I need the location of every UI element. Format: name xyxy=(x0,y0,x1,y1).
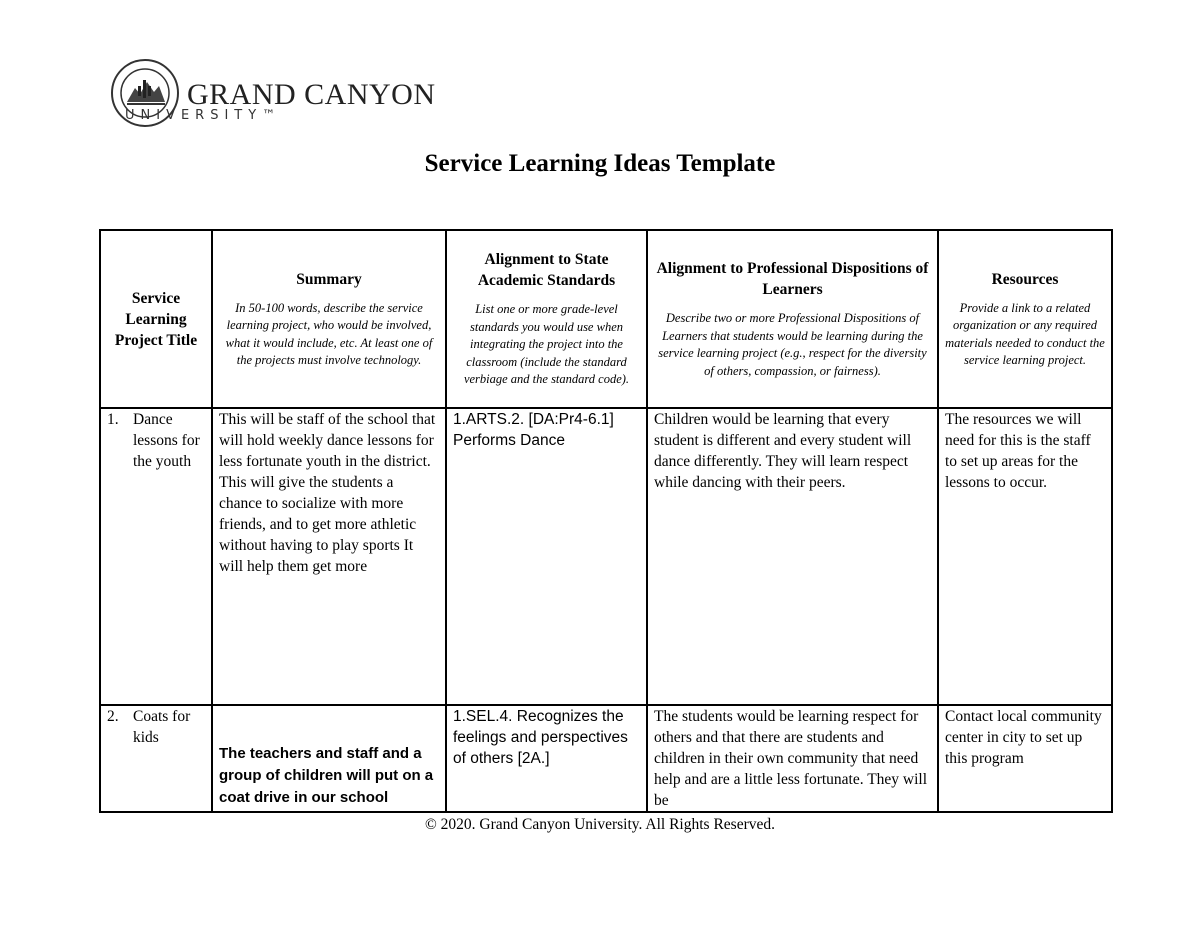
column-title: Summary xyxy=(296,270,362,288)
table-header-row xyxy=(100,230,1112,408)
column-title: Alignment to State Academic Standards xyxy=(477,251,616,290)
service-learning-table xyxy=(99,229,1113,813)
project-title: Dance lessons for the youth xyxy=(133,411,200,470)
column-header-summary xyxy=(212,230,446,408)
column-description: Provide a link to a related organization or any required materials needed to conduct the service learning project. xyxy=(945,300,1105,367)
logo-subtitle: UNIVERSITY™ xyxy=(125,108,282,123)
copyright-footer: © 2020. Grand Canyon University. All Rights Reserved. xyxy=(424,816,775,833)
row-number: 1. xyxy=(107,411,119,428)
column-header-resources xyxy=(938,230,1112,408)
table-row xyxy=(100,408,1112,705)
project-title-cell xyxy=(100,408,212,705)
column-description: In 50-100 words, describe the service learning project, who would be involved, what it would include, etc. At least one of the projects must involve technology. xyxy=(225,300,433,367)
summary-text: The teachers and staff and a group of children will put on a coat drive in our school xyxy=(219,745,434,806)
column-title: Resources xyxy=(991,270,1059,288)
dispositions-cell: Children would be learning that every student is different and every student will dance differently. They will learn respect while dancing with their peers. xyxy=(647,408,938,705)
resources-cell: Contact local community center in city to set up this program xyxy=(938,705,1112,812)
summary-cell: This will be staff of the school that will hold weekly dance lessons for less fortunate youth in the district. This will give the students a chance to socialize with more friends, and to get more athletic without having to play sports It will help them get more xyxy=(212,408,446,705)
column-header-dispositions xyxy=(647,230,938,408)
dispositions-cell: The students would be learning respect for others and that there are students and children in their own community that need help and are a little less fortunate. They will be xyxy=(647,705,938,812)
standards-cell: 1.ARTS.2. [DA:Pr4-6.1] Performs Dance xyxy=(446,408,647,705)
project-title-cell xyxy=(100,705,212,812)
column-title: Service Learning Project Title xyxy=(114,289,198,349)
row-number: 2. xyxy=(107,708,119,725)
project-title: Coats for kids xyxy=(133,708,191,746)
standards-cell: 1.SEL.4. Recognizes the feelings and perspectives of others [2A.] xyxy=(446,705,647,812)
column-header-title xyxy=(100,230,212,408)
summary-cell xyxy=(212,705,446,812)
page-title: Service Learning Ideas Template xyxy=(424,150,776,177)
column-description: List one or more grade-level standards you would use when integrating the project into the classroom (include the standard verbiage and the standard code). xyxy=(463,302,630,387)
logo-wordmark: GRAND CANYON xyxy=(187,78,436,111)
column-title: Alignment to Professional Dispositions of Learners xyxy=(656,260,929,298)
table-row xyxy=(100,705,1112,812)
column-description: Describe two or more Professional Dispositions of Learners that students would be learning during the service learning project (e.g., respect for the diversity of others, compassion, or fairness). xyxy=(658,311,927,378)
column-header-standards xyxy=(446,230,647,408)
resources-cell: The resources we will need for this is the staff to set up areas for the lessons to occur. xyxy=(938,408,1112,705)
